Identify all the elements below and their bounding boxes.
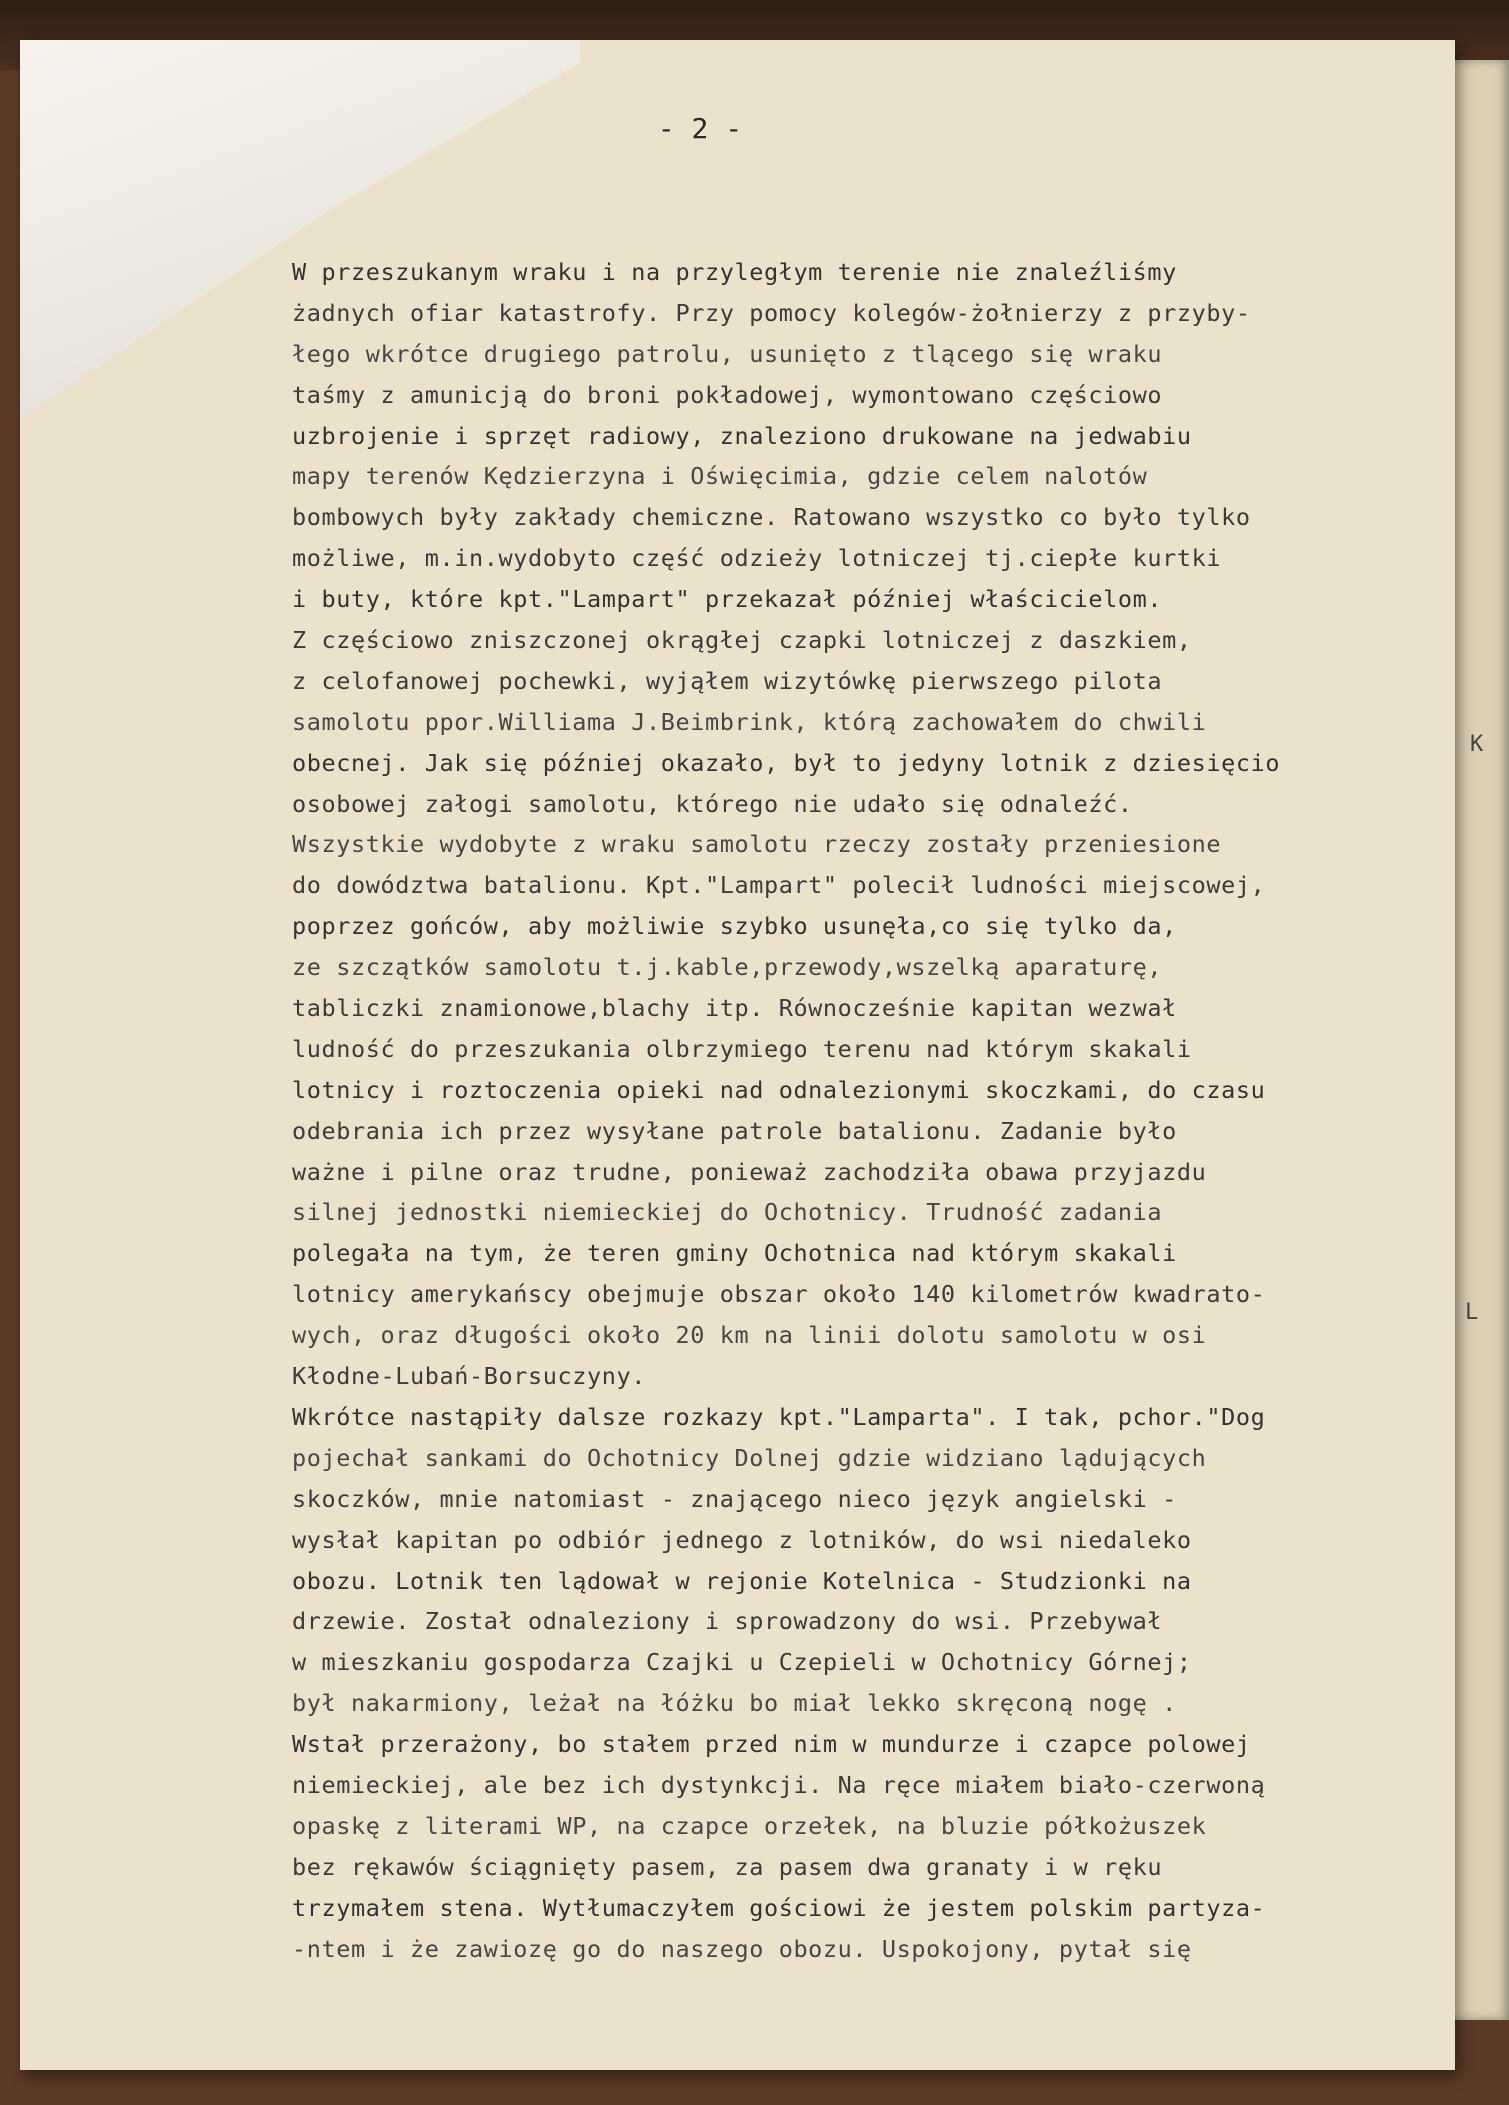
text-line: samolotu ppor.Williama J.Beimbrink, którą zachowałem do chwili: [292, 707, 1207, 736]
text-line: Z częściowo zniszczonej okrągłej czapki lotniczej z daszkiem,: [292, 626, 1192, 655]
text-line: i buty, które kpt."Lampart" przekazał później właścicielom.: [292, 585, 1163, 614]
text-line: niemieckiej, ale bez ich dystynkcji. Na ręce miałem biało-czerwoną: [292, 1770, 1266, 1799]
text-line: -ntem i że zawiozę go do naszego obozu. Uspokojony, pytał się: [292, 1934, 1192, 1963]
text-line: uzbrojenie i sprzęt radiowy, znaleziono drukowane na jedwabiu: [292, 421, 1192, 450]
text-line: W przeszukanym wraku i na przyległym terenie nie znaleźliśmy: [292, 258, 1177, 286]
text-line: obecnej. Jak się później okazało, był to jedyny lotnik z dziesięcio: [292, 748, 1281, 777]
typewritten-page: [20, 40, 1455, 2070]
text-line: ludność do przeszukania olbrzymiego terenu nad którym skakali: [292, 1034, 1192, 1063]
body-text: [292, 252, 1492, 1969]
text-line: do dowództwa batalionu. Kpt."Lampart" polecił ludności miejscowej,: [292, 871, 1266, 900]
text-line: Wstał przerażony, bo stałem przed nim w mundurze i czapce polowej: [292, 1730, 1251, 1759]
text-line: odebrania ich przez wysyłane patrole batalionu. Zadanie było: [292, 1116, 1177, 1145]
text-line: pojechał sankami do Ochotnicy Dolnej gdzie widziano lądujących: [292, 1443, 1207, 1472]
text-line: wysłał kapitan po odbiór jednego z lotników, do wsi niedaleko: [292, 1525, 1192, 1554]
text-line: ze szczątków samolotu t.j.kable,przewody,wszelką aparaturę,: [292, 953, 1163, 982]
text-line: żadnych ofiar katastrofy. Przy pomocy kolegów-żołnierzy z przyby-: [292, 298, 1251, 327]
text-line: trzymałem stena. Wytłumaczyłem gościowi że jestem polskim partyza-: [292, 1893, 1266, 1922]
text-line: drzewie. Został odnaleziony i sprowadzony do wsi. Przebywał: [292, 1607, 1163, 1636]
text-line: poprzez gońców, aby możliwie szybko usunęła,co się tylko da,: [292, 912, 1177, 941]
text-line: obozu. Lotnik ten lądował w rejonie Kotelnica - Studzionki na: [292, 1566, 1192, 1595]
text-line: ważne i pilne oraz trudne, ponieważ zachodziła obawa przyjazdu: [292, 1157, 1207, 1186]
text-line: z celofanowej pochewki, wyjąłem wizytówkę pierwszego pilota: [292, 666, 1163, 695]
text-line: lotnicy amerykańscy obejmuje obszar około 140 kilometrów kwadrato-: [292, 1280, 1266, 1309]
text-line: polegała na tym, że teren gminy Ochotnica nad którym skakali: [292, 1239, 1177, 1268]
text-line: Kłodne-Lubań-Borsuczyny.: [292, 1362, 646, 1391]
text-line: tabliczki znamionowe,blachy itp. Równocześnie kapitan wezwał: [292, 994, 1177, 1023]
page-number: - 2 -: [657, 112, 743, 145]
text-line: opaskę z literami WP, na czapce orzełek, na bluzie półkożuszek: [292, 1811, 1207, 1840]
text-line: silnej jednostki niemieckiej do Ochotnicy. Trudność zadania: [292, 1198, 1163, 1227]
text-line: Wszystkie wydobyte z wraku samolotu rzeczy zostały przeniesione: [292, 830, 1222, 859]
margin-mark: L: [1465, 1300, 1479, 1325]
text-line: mapy terenów Kędzierzyna i Oświęcimia, gdzie celem nalotów: [292, 462, 1148, 491]
text-line: Wkrótce nastąpiły dalsze rozkazy kpt."Lamparta". I tak, pchor."Dog: [292, 1402, 1266, 1431]
text-line: taśmy z amunicją do broni pokładowej, wymontowano częściowo: [292, 380, 1163, 409]
margin-mark: K: [1470, 732, 1484, 757]
text-line: osobowej załogi samolotu, którego nie udało się odnaleźć.: [292, 789, 1133, 818]
text-line: w mieszkaniu gospodarza Czajki u Czepieli w Ochotnicy Górnej;: [292, 1648, 1192, 1677]
text-line: możliwe, m.in.wydobyto część odzieży lotniczej tj.ciepłe kurtki: [292, 544, 1222, 573]
text-line: bombowych były zakłady chemiczne. Ratowano wszystko co było tylko: [292, 503, 1251, 532]
text-line: wych, oraz długości około 20 km na linii dolotu samolotu w osi: [292, 1321, 1207, 1350]
text-line: lotnicy i roztoczenia opieki nad odnalezionymi skoczkami, do czasu: [292, 1075, 1266, 1104]
text-line: był nakarmiony, leżał na łóżku bo miał lekko skręconą nogę .: [292, 1689, 1177, 1718]
text-line: bez rękawów ściągnięty pasem, za pasem dwa granaty i w ręku: [292, 1852, 1163, 1881]
text-line: łego wkrótce drugiego patrolu, usunięto z tlącego się wraku: [292, 339, 1163, 368]
text-line: skoczków, mnie natomiast - znającego nieco język angielski -: [292, 1484, 1177, 1513]
